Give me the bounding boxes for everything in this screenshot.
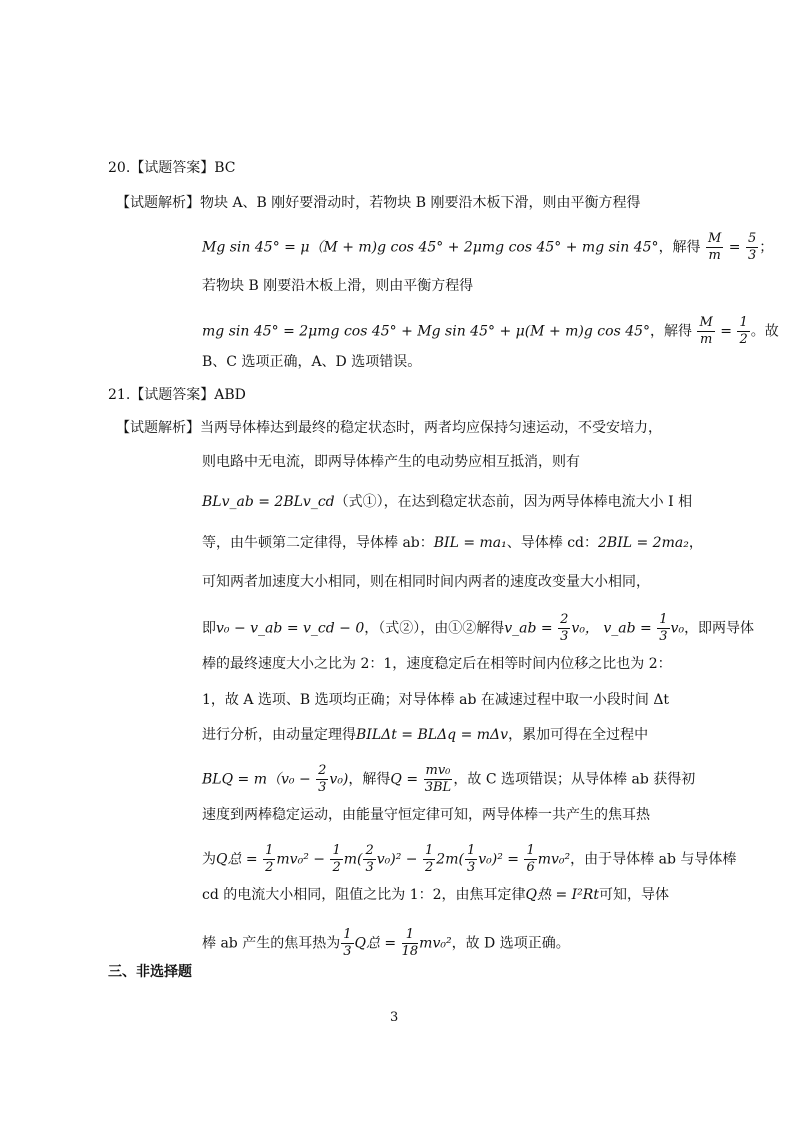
q20-label: 【试题解析】 xyxy=(116,195,200,211)
q20-eq-sign-1: = xyxy=(728,239,741,256)
q21-line-10 xyxy=(202,763,695,796)
q20-end-1: ； xyxy=(759,239,774,256)
q20-equation-2: mg sin 45° = 2μmg cos 45° + Mg sin 45° + μ(M + m)g cos 45° xyxy=(202,323,651,340)
q21-line-9 xyxy=(202,725,648,745)
q21-heading: 21.【试题答案】ABD xyxy=(108,387,246,403)
q21-frac-h1: $\frac{1}{3}$ xyxy=(343,927,352,959)
q21-line-5: 可知两者加速度大小相同，则在相同时间内两者的速度改变量大小相同， xyxy=(202,574,650,590)
q21-text-12b: ，由于导体棒 ab 与导体棒 xyxy=(570,851,737,868)
q21-q-total: Q总 = xyxy=(216,851,258,868)
q20-equation-1: Mg sin 45° = μ（M + m)g cos 45° + 2μmg cos 45° + mg sin 45° xyxy=(202,239,659,256)
q21-frac-e3: $\frac{2}{3}$ xyxy=(365,843,374,875)
section-3-heading: 三、非选择题 xyxy=(108,964,192,980)
q21-line-6 xyxy=(202,612,754,645)
q20-text-1: 物块 A、B 刚好要滑动时，若物块 B 刚要沿木板下滑，则由平衡方程得 xyxy=(200,195,641,211)
q21-text-13b: 可知，导体 xyxy=(598,887,669,903)
q21-line-3 xyxy=(202,492,692,512)
q20-heading: 20.【试题答案】BC xyxy=(108,160,236,176)
q21-q-label: Q = xyxy=(390,771,419,788)
q21-text-6b: ，（式②），由①②解得 xyxy=(364,620,505,637)
q21-term-e4: 2m( xyxy=(436,851,464,868)
q21-text-13a: cd 的电流大小相同，阻值之比为 1：2，由焦耳定律 xyxy=(202,887,526,903)
q21-text-1: 当两导体棒达到最终的稳定状态时，两者均应保持匀速运动，不受安培力， xyxy=(200,420,662,436)
q21-equation-cd: 2BIL = 2ma₂ xyxy=(598,535,689,551)
q21-line-13 xyxy=(202,885,669,905)
q21-frac-e5: $\frac{1}{3}$ xyxy=(466,843,476,875)
q20-line-2 xyxy=(202,231,773,264)
q21-line-2: 则电路中无电流，即两导体棒产生的电动势应相互抵消，则有 xyxy=(202,454,580,470)
q21-line-11: 速度到两棒稳定运动，由能量守恒定律可知，两导体棒一共产生的焦耳热 xyxy=(202,807,650,823)
q21-term-e3: v₀)² − xyxy=(376,851,418,868)
q20-line-4 xyxy=(202,315,779,348)
q21-text-9b: ，累加可得在全过程中 xyxy=(508,727,649,743)
q21-equation-ab: BIL = ma₁ xyxy=(433,535,507,551)
q21-line-7: 棒的最终速度大小之比为 2：1，速度稳定后在相等时间内位移之比也为 2： xyxy=(202,656,672,672)
q21-frac-e6: $\frac{1}{6}$ xyxy=(526,843,535,875)
page-number: 3 xyxy=(390,1010,399,1025)
q20-fraction-mass-ratio-1: $\frac{M}{m}$ xyxy=(708,231,722,263)
q21-text-14a: 棒 ab 产生的焦耳热为 xyxy=(202,935,341,952)
q20-fraction-mass-ratio-2: $\frac{M}{m}$ xyxy=(699,315,713,347)
q20-fraction-result-1: $\frac{5}{3}$ xyxy=(747,231,757,263)
q20-fraction-result-2: $\frac{1}{2}$ xyxy=(739,315,748,347)
q21-line-1 xyxy=(116,418,662,438)
q21-v0-1: v₀， xyxy=(571,620,599,637)
q20-eq-sign-2: = xyxy=(720,323,732,340)
q21-vab-2: v_ab = xyxy=(603,620,652,637)
q21-text-9a: 进行分析，由动量定理得 xyxy=(202,727,356,743)
q21-line-4 xyxy=(202,533,703,553)
q20-line-1 xyxy=(116,193,641,213)
q21-text-4b: 、导体棒 cd： xyxy=(506,535,599,551)
q21-text-4a: 等，由牛顿第二定律得，导体棒 ab： xyxy=(202,535,434,551)
q21-text-3: （式①），在达到稳定状态前，因为两导体棒电流大小 I 相 xyxy=(334,494,693,510)
q21-line-8: 1，故 A 选项、B 选项均正确；对导体棒 ab 在减速过程中取一小段时间 Δt xyxy=(202,692,670,708)
q21-frac-h2: $\frac{1}{18}$ xyxy=(401,927,419,959)
q21-equation-blq-a: BLQ = m（v₀ − xyxy=(202,771,311,788)
q21-line-12 xyxy=(202,843,736,876)
q21-text-6a: 即 xyxy=(202,620,216,637)
q21-frac-e4: $\frac{1}{2}$ xyxy=(425,843,434,875)
q20-solve-text-2: ，解得 xyxy=(650,323,693,340)
q21-term-e2: m( xyxy=(343,851,363,868)
q21-fraction-one-third: $\frac{1}{3}$ xyxy=(659,612,668,644)
q21-vab-1: v_ab = xyxy=(504,620,553,637)
q20-line-5: B、C 选项正确，A、D 选项错误。 xyxy=(202,354,422,370)
q21-text-4c: ， xyxy=(688,535,703,551)
q21-term-e1: mv₀² − xyxy=(276,851,325,868)
q21-text-6c: ，即两导体 xyxy=(684,620,755,637)
q21-equation-2: v₀ − v_ab = v_cd − 0 xyxy=(216,620,365,637)
q21-term-e5: v₀)² = xyxy=(478,851,519,868)
q21-fraction-q: $\frac{\text{mv₀}}{3BL}$ xyxy=(424,763,452,795)
q21-term-e6: mv₀² xyxy=(537,851,571,868)
q21-term-h2: mv₀² xyxy=(419,935,452,952)
q21-fraction-blq: $\frac{2}{3}$ xyxy=(318,763,327,795)
q21-equation-joule: Q热 = I²Rt xyxy=(525,887,599,903)
q20-line-3: 若物块 B 刚要沿木板上滑，则由平衡方程得 xyxy=(202,278,474,294)
q21-text-14b: ，故 D 选项正确。 xyxy=(451,935,570,952)
q21-frac-e2: $\frac{1}{2}$ xyxy=(332,843,341,875)
q20-solve-text-1: ，解得 xyxy=(658,239,701,256)
q21-text-12a: 为 xyxy=(202,851,216,868)
q21-equation-momentum: BILΔt = BLΔq = mΔv xyxy=(356,727,509,743)
q21-v0-2: v₀ xyxy=(670,620,685,637)
q21-frac-e1: $\frac{1}{2}$ xyxy=(265,843,274,875)
q21-equation-1: BLv_ab = 2BLv_cd xyxy=(202,494,335,510)
q20-end-2: 。故 xyxy=(750,323,779,340)
q21-label: 【试题解析】 xyxy=(116,420,200,436)
q21-equation-blq-b: v₀) xyxy=(329,771,349,788)
q21-text-10c: ，故 C 选项错误；从导体棒 ab 获得初 xyxy=(453,771,696,788)
q21-fraction-two-thirds: $\frac{2}{3}$ xyxy=(560,612,569,644)
q21-term-h1: Q总 = xyxy=(354,935,397,952)
q21-line-14 xyxy=(202,927,570,960)
q21-text-10b: ，解得 xyxy=(348,771,391,788)
